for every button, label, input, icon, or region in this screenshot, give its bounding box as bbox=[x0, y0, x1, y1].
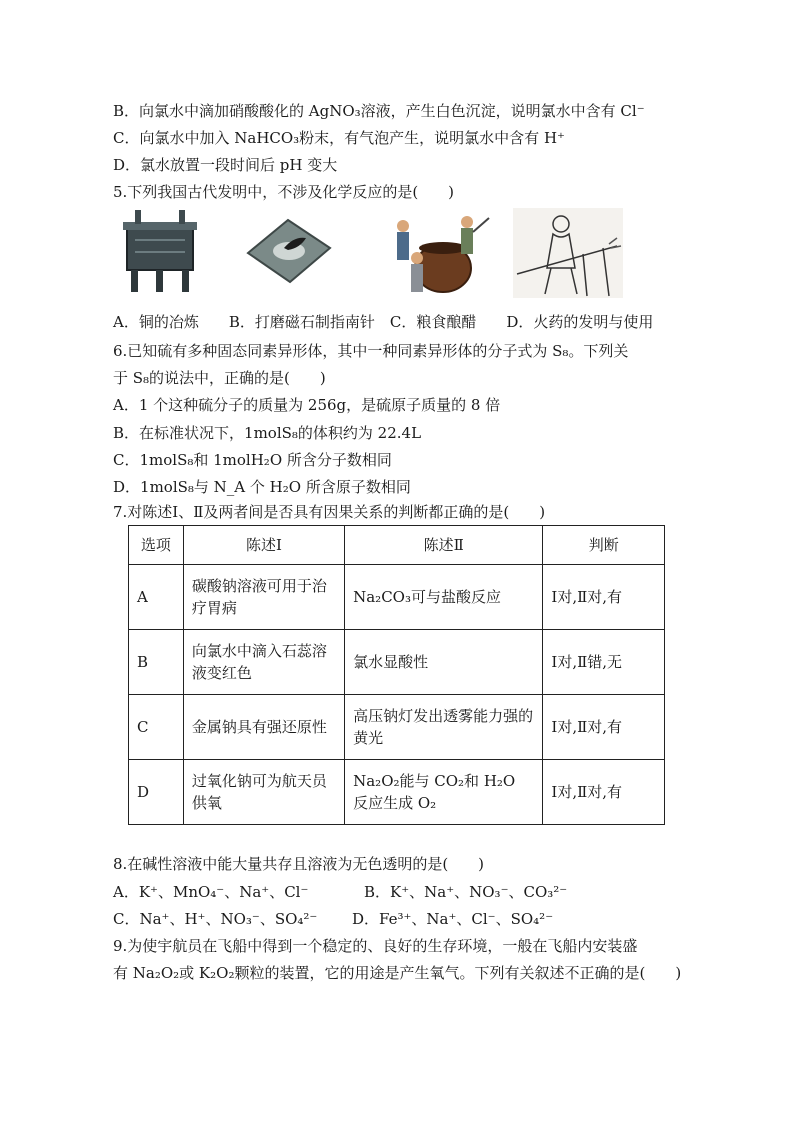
question-6-line-1: 6.已知硫有多种固态同素异形体，其中一种同素异形体的分子式为 S₈。下列关 bbox=[113, 342, 629, 360]
option-d-q4: D．氯水放置一段时间后 pH 变大 bbox=[113, 156, 338, 174]
question-8-option-d: D．Fe³⁺、Na⁺、Cl⁻、SO₄²⁻ bbox=[352, 910, 554, 928]
compass-icon bbox=[238, 208, 338, 288]
question-5: 5.下列我国古代发明中，不涉及化学反应的是( ) bbox=[113, 183, 455, 201]
table-cell: D bbox=[129, 760, 184, 825]
bronze-ding-icon bbox=[121, 208, 199, 296]
table-row bbox=[129, 630, 665, 695]
option-b-q4: B．向氯水中滴加硝酸酸化的 AgNO₃溶液，产生白色沉淀，说明氯水中含有 Cl⁻ bbox=[113, 102, 645, 120]
table-cell: Ⅰ对,Ⅱ错,无 bbox=[543, 630, 665, 695]
question-8: 8.在碱性溶液中能大量共存且溶液为无色透明的是( ) bbox=[113, 855, 485, 873]
question-7-table bbox=[128, 525, 665, 825]
question-6-option-c: C．1molS₈和 1molH₂O 所含分子数相同 bbox=[113, 451, 392, 469]
table-cell: Ⅰ对,Ⅱ对,有 bbox=[543, 695, 665, 760]
question-5-images bbox=[113, 208, 673, 300]
table-cell: A bbox=[129, 565, 184, 630]
table-header-cell: 判断 bbox=[543, 526, 665, 565]
table-cell: 过氧化钠可为航天员供氧 bbox=[183, 760, 344, 825]
question-6-option-d: D．1molS₈与 N_A 个 H₂O 所含原子数相同 bbox=[113, 478, 411, 496]
table-row bbox=[129, 760, 665, 825]
vinegar-brewing-icon bbox=[383, 208, 493, 298]
table-header-row bbox=[129, 526, 665, 565]
table-cell: Na₂CO₃可与盐酸反应 bbox=[345, 565, 543, 630]
table-cell: 高压钠灯发出透雾能力强的黄光 bbox=[345, 695, 543, 760]
table-cell: 碳酸钠溶液可用于治疗胃病 bbox=[183, 565, 344, 630]
question-6-line-2: 于 S₈的说法中，正确的是( ) bbox=[113, 369, 326, 387]
table-cell: B bbox=[129, 630, 184, 695]
question-6-option-b: B．在标准状况下，1molS₈的体积约为 22.4L bbox=[113, 424, 422, 442]
table-header-cell: 选项 bbox=[129, 526, 184, 565]
question-9-line-2: 有 Na₂O₂或 K₂O₂颗粒的装置，它的用途是产生氧气。下列有关叙述不正确的是( ) bbox=[113, 964, 682, 982]
question-5-options: A．铜的冶炼 B．打磨磁石制指南针 C．粮食酿醋 D．火药的发明与使用 bbox=[113, 313, 654, 331]
table-cell: 向氯水中滴入石蕊溶液变红色 bbox=[183, 630, 344, 695]
table-row bbox=[129, 565, 665, 630]
option-c-q4: C．向氯水中加入 NaHCO₃粉末，有气泡产生，说明氯水中含有 H⁺ bbox=[113, 129, 565, 147]
gunpowder-icon bbox=[513, 208, 623, 298]
question-6-option-a: A．1 个这种硫分子的质量为 256g，是硫原子质量的 8 倍 bbox=[113, 396, 501, 414]
table-cell: 氯水显酸性 bbox=[345, 630, 543, 695]
question-7: 7.对陈述Ⅰ、Ⅱ及两者间是否具有因果关系的判断都正确的是( ) bbox=[113, 503, 546, 521]
question-8-option-c: C．Na⁺、H⁺、NO₃⁻、SO₄²⁻ bbox=[113, 910, 318, 928]
table-cell: C bbox=[129, 695, 184, 760]
table-row bbox=[129, 695, 665, 760]
question-8-option-b: B．K⁺、Na⁺、NO₃⁻、CO₃²⁻ bbox=[364, 883, 568, 901]
table-cell: Ⅰ对,Ⅱ对,有 bbox=[543, 760, 665, 825]
table-cell: Ⅰ对,Ⅱ对,有 bbox=[543, 565, 665, 630]
table-cell: 金属钠具有强还原性 bbox=[183, 695, 344, 760]
table-header-cell: 陈述Ⅰ bbox=[183, 526, 344, 565]
table-cell: Na₂O₂能与 CO₂和 H₂O 反应生成 O₂ bbox=[345, 760, 543, 825]
table-header-cell: 陈述Ⅱ bbox=[345, 526, 543, 565]
question-8-option-a: A．K⁺、MnO₄⁻、Na⁺、Cl⁻ bbox=[113, 883, 309, 901]
question-9-line-1: 9.为使宇航员在飞船中得到一个稳定的、良好的生存环境，一般在飞船内安装盛 bbox=[113, 937, 638, 955]
